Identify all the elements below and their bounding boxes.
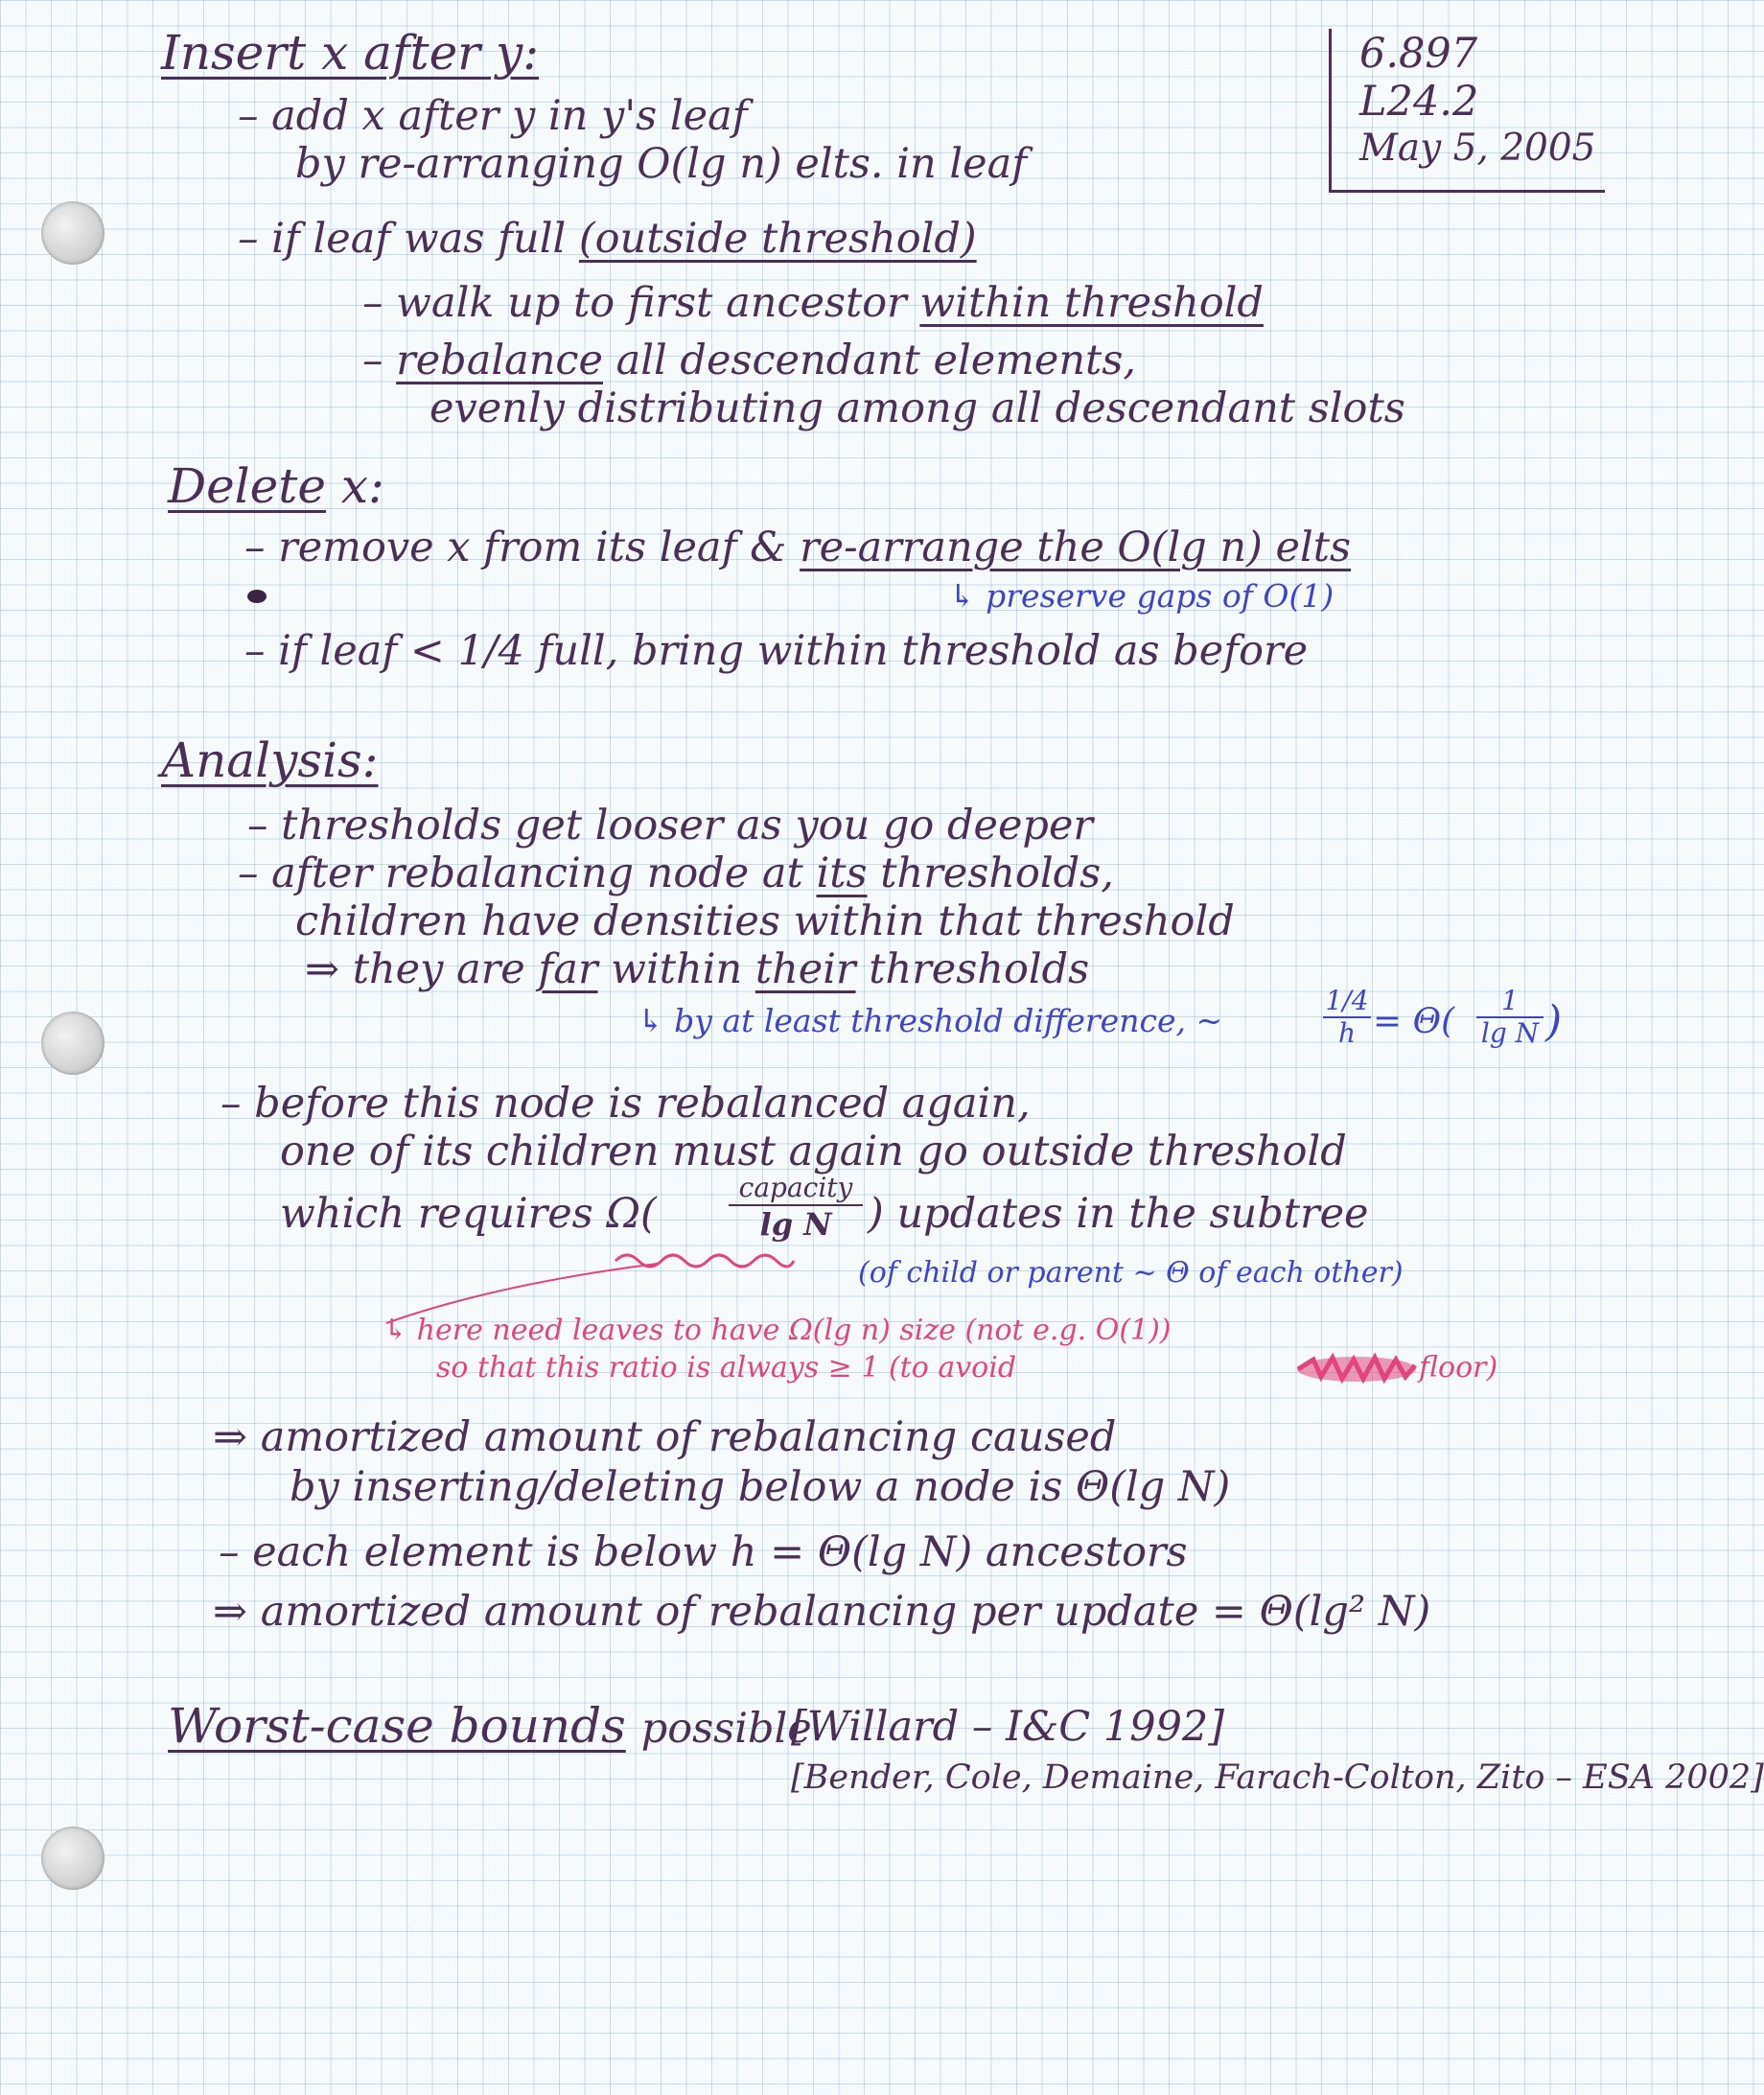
note-fraction-1-top: 1/4 bbox=[1323, 988, 1371, 1018]
worst-case-rest: possible bbox=[640, 1705, 812, 1753]
red-note-line-2: so that this ratio is always ≥ 1 (to avoid bbox=[436, 1351, 1017, 1385]
analysis-line-7-b: ) updates in the subtree bbox=[868, 1190, 1369, 1238]
analysis-line-2-end: thresholds, bbox=[867, 850, 1114, 897]
analysis-line-7-a: which requires Ω( bbox=[280, 1190, 657, 1238]
analysis-line-4-a: ⇒ they are bbox=[305, 945, 539, 993]
worst-case-title: Worst-case bounds bbox=[168, 1698, 626, 1754]
analysis-line-11: ⇒ amortized amount of rebalancing per update = Θ(lg² N) bbox=[213, 1588, 1431, 1636]
header-box-bottom-rule bbox=[1329, 190, 1605, 193]
header-box-left-rule bbox=[1329, 29, 1332, 192]
analysis-line-2 bbox=[238, 850, 1114, 897]
insert-line-5 bbox=[362, 337, 1137, 384]
analysis-line-3: children have densities within that threshold bbox=[295, 897, 1235, 945]
note-text-a: ↳ by at least threshold difference, ~ bbox=[638, 1002, 1223, 1039]
red-scribble bbox=[1294, 1352, 1419, 1386]
worst-case-heading bbox=[168, 1698, 812, 1754]
analysis-line-2-its: its bbox=[816, 850, 868, 897]
header-lecture: L24.2 bbox=[1359, 78, 1479, 126]
insert-line-3-text: – if leaf was full bbox=[238, 215, 567, 263]
insert-line-3-threshold: (outside threshold) bbox=[578, 215, 977, 263]
analysis-line-2-text: – after rebalancing node at bbox=[238, 850, 817, 897]
delete-line-1-text: – remove x from its leaf & bbox=[244, 524, 801, 571]
insert-line-4 bbox=[362, 279, 1264, 327]
capacity-fraction-top: capacity bbox=[729, 1175, 863, 1206]
insert-line-2: by re-arranging O(lg n) elts. in leaf bbox=[295, 140, 1028, 188]
insert-line-4-text: – walk up to first ancestor bbox=[362, 279, 907, 327]
note-fraction-2-top: 1 bbox=[1476, 988, 1544, 1018]
analysis-line-4-far: far bbox=[538, 945, 598, 993]
insert-line-5-dash: – bbox=[362, 337, 397, 384]
analysis-line-4-their: their bbox=[754, 945, 856, 993]
insert-heading: Insert x after y: bbox=[161, 25, 540, 81]
analysis-note-child-parent: (of child or parent ~ Θ of each other) bbox=[858, 1256, 1404, 1290]
delete-note-gaps: ↳ preserve gaps of O(1) bbox=[949, 577, 1335, 615]
header-course: 6.897 bbox=[1359, 30, 1478, 78]
analysis-line-5: – before this node is rebalanced again, bbox=[220, 1080, 1031, 1128]
reference-bender: [Bender, Cole, Demaine, Farach-Colton, Zito – ESA 2002] bbox=[791, 1758, 1764, 1797]
delete-line-1-rearrange: re-arrange the O(lg n) elts bbox=[800, 524, 1352, 571]
note-fraction-2 bbox=[1476, 985, 1544, 1049]
insert-line-3 bbox=[238, 215, 977, 263]
capacity-fraction-bottom: lg N bbox=[759, 1206, 832, 1243]
analysis-line-7 bbox=[280, 1190, 657, 1238]
analysis-line-1: – thresholds get looser as you go deeper bbox=[247, 802, 1093, 850]
note-text-c: ) bbox=[1545, 997, 1563, 1046]
note-fraction-1 bbox=[1323, 985, 1371, 1049]
analysis-line-4 bbox=[305, 945, 1090, 993]
delete-heading-word: Delete bbox=[168, 458, 326, 514]
binder-hole-top bbox=[41, 201, 104, 265]
note-fraction-1-bottom: h bbox=[1337, 1017, 1357, 1049]
insert-line-5-rebalance: rebalance bbox=[396, 337, 603, 384]
red-note-line-3: floor) bbox=[1419, 1351, 1498, 1385]
analysis-heading: Analysis: bbox=[161, 733, 379, 788]
insert-line-4-threshold: within threshold bbox=[919, 279, 1264, 327]
binder-hole-bottom bbox=[41, 1827, 104, 1890]
analysis-line-8: ⇒ amortized amount of rebalancing caused bbox=[213, 1413, 1117, 1461]
analysis-line-10: – each element is below h = Θ(lg N) ancestors bbox=[219, 1528, 1188, 1576]
insert-line-1: – add x after y in y's leaf bbox=[238, 92, 748, 140]
analysis-note-difference bbox=[638, 1002, 1223, 1039]
analysis-line-9: by inserting/deleting below a node is Θ(lg N) bbox=[290, 1463, 1231, 1511]
analysis-line-6: one of its children must again go outside threshold bbox=[280, 1128, 1347, 1176]
ink-dot bbox=[247, 590, 267, 603]
note-fraction-2-bottom: lg N bbox=[1480, 1017, 1540, 1049]
binder-hole-middle bbox=[41, 1012, 104, 1075]
header-date: May 5, 2005 bbox=[1359, 127, 1596, 170]
analysis-line-4-c: within bbox=[597, 945, 755, 993]
capacity-fraction bbox=[729, 1172, 863, 1243]
red-note-line-1: ↳ here need leaves to have Ω(lg n) size (not e.g. O(1)) bbox=[383, 1314, 1172, 1347]
delete-line-2: – if leaf < 1/4 full, bring within threshold as before bbox=[244, 627, 1309, 675]
delete-line-1 bbox=[244, 524, 1352, 571]
reference-willard: [Willard – I&C 1992] bbox=[791, 1703, 1225, 1751]
note-text-b: = Θ( bbox=[1373, 1002, 1455, 1041]
analysis-line-4-e: thresholds bbox=[855, 945, 1090, 993]
insert-line-6: evenly distributing among all descendant slots bbox=[429, 384, 1405, 432]
delete-heading bbox=[168, 458, 384, 514]
delete-heading-x: x: bbox=[340, 458, 384, 514]
insert-line-5-text: all descendant elements, bbox=[602, 337, 1137, 384]
